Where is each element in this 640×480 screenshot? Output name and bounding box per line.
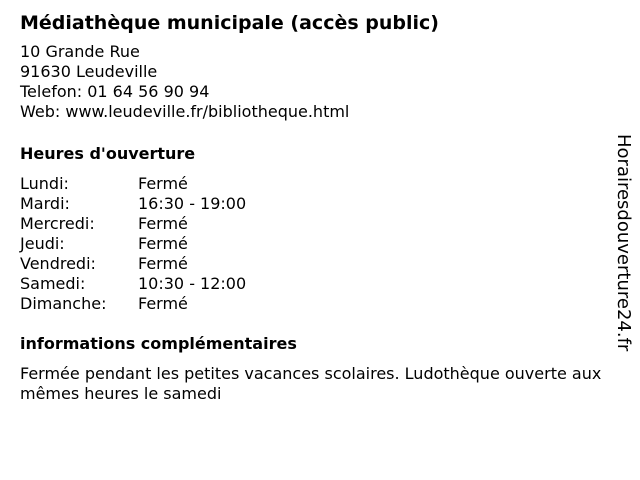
phone-number: Telefon: 01 64 56 90 94 bbox=[20, 82, 210, 101]
address-block bbox=[20, 42, 349, 122]
day-hours: Fermé bbox=[138, 254, 188, 273]
day-hours: 10:30 - 12:00 bbox=[138, 274, 247, 293]
additional-info-text: Fermée pendant les petites vacances scolaires. Ludothèque ouverte aux mêmes heures le samedi bbox=[20, 364, 602, 403]
street-address: 10 Grande Rue bbox=[20, 42, 140, 61]
day-label: Mardi: bbox=[20, 194, 70, 213]
day-label: Jeudi: bbox=[20, 234, 65, 253]
day-label: Samedi: bbox=[20, 274, 86, 293]
day-label: Dimanche: bbox=[20, 294, 107, 313]
day-label: Mercredi: bbox=[20, 214, 95, 233]
hours-row-friday bbox=[20, 254, 246, 274]
hours-row-tuesday bbox=[20, 194, 246, 214]
hours-row-sunday bbox=[20, 294, 246, 314]
site-watermark: Horairesdouverture24.fr bbox=[613, 134, 634, 352]
day-hours: Fermé bbox=[138, 234, 188, 253]
additional-info-heading: informations complémentaires bbox=[20, 334, 297, 353]
day-label: Vendredi: bbox=[20, 254, 96, 273]
day-label: Lundi: bbox=[20, 174, 69, 193]
hours-row-saturday bbox=[20, 274, 246, 294]
hours-row-thursday bbox=[20, 234, 246, 254]
page-title: Médiathèque municipale (accès public) bbox=[20, 12, 439, 34]
opening-hours-table bbox=[20, 174, 246, 314]
city-address: 91630 Leudeville bbox=[20, 62, 158, 81]
hours-row-wednesday bbox=[20, 214, 246, 234]
day-hours: Fermé bbox=[138, 174, 188, 193]
day-hours: 16:30 - 19:00 bbox=[138, 194, 247, 213]
opening-hours-heading: Heures d'ouverture bbox=[20, 144, 196, 163]
day-hours: Fermé bbox=[138, 294, 188, 313]
hours-row-monday bbox=[20, 174, 246, 194]
day-hours: Fermé bbox=[138, 214, 188, 233]
website: Web: www.leudeville.fr/bibliotheque.html bbox=[20, 102, 350, 121]
